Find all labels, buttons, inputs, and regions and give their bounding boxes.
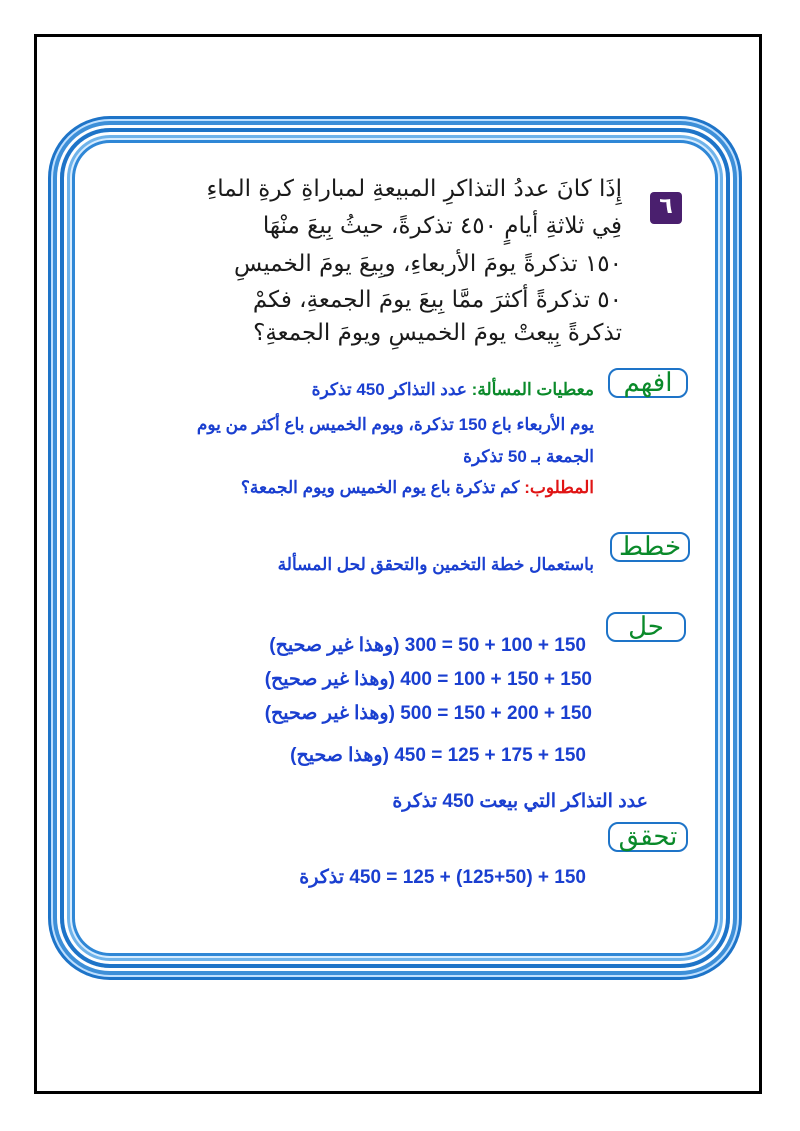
understand-line-3: الجمعة بـ 50 تذكرة xyxy=(463,447,594,466)
problem-line-3: ١٥٠ تذكرةً يومَ الأربعاءِ، وبِيعَ يومَ الخميسِ xyxy=(234,251,622,277)
solve-line-2: 150 + 150 + 100 = 400 (وهذا غير صحيح) xyxy=(264,669,592,690)
check-tag: تحقق xyxy=(608,822,688,852)
plan-text: باستعمال خطة التخمين والتحقق لحل المسألة xyxy=(277,555,594,574)
givens-label: معطيات المسألة: xyxy=(471,380,594,399)
understand-tag: افهم xyxy=(608,368,688,398)
check-line: 150 + (125+50) + 125 = 450 تذكرة xyxy=(299,867,586,888)
problem-line-2: فِي ثلاثةِ أيامٍ ٤٥٠ تذكرةً، حيثُ بِيعَ منْهَا xyxy=(262,213,622,239)
givens-text: عدد التذاكر 450 تذكرة xyxy=(311,380,472,399)
problem-line-1: إِذَا كانَ عددُ التذاكرِ المبيعةِ لمباراةِ كرةِ الماءِ xyxy=(206,176,622,202)
problem-line-4: ٥٠ تذكرةً أكثرَ ممَّا بِيعَ يومَ الجمعةِ، فكمْ xyxy=(252,287,622,313)
solve-line-3: 150 + 200 + 150 = 500 (وهذا غير صحيح) xyxy=(264,703,592,724)
solve-line-4: 150 + 175 + 125 = 450 (وهذا صحيح) xyxy=(290,745,586,766)
required-line xyxy=(241,478,594,498)
problem-number-badge: ٦ xyxy=(650,192,682,224)
problem-line-5: تذكرةً بِيعتْ يومَ الخميسِ ويومَ الجمعةِ؟ xyxy=(253,320,622,346)
solve-line-1: 150 + 100 + 50 = 300 (وهذا غير صحيح) xyxy=(269,635,586,656)
plan-tag: خطط xyxy=(610,532,690,562)
solve-tag: حل xyxy=(606,612,686,642)
solve-conclusion: عدد التذاكر التي بيعت 450 تذكرة xyxy=(392,791,648,812)
required-text: كم تذكرة باع يوم الخميس ويوم الجمعة؟ xyxy=(240,478,525,497)
givens-line xyxy=(312,380,594,400)
understand-line-2: يوم الأربعاء باع 150 تذكرة، ويوم الخميس باع أكثر من يوم xyxy=(196,415,594,434)
required-label: المطلوب: xyxy=(524,478,594,497)
